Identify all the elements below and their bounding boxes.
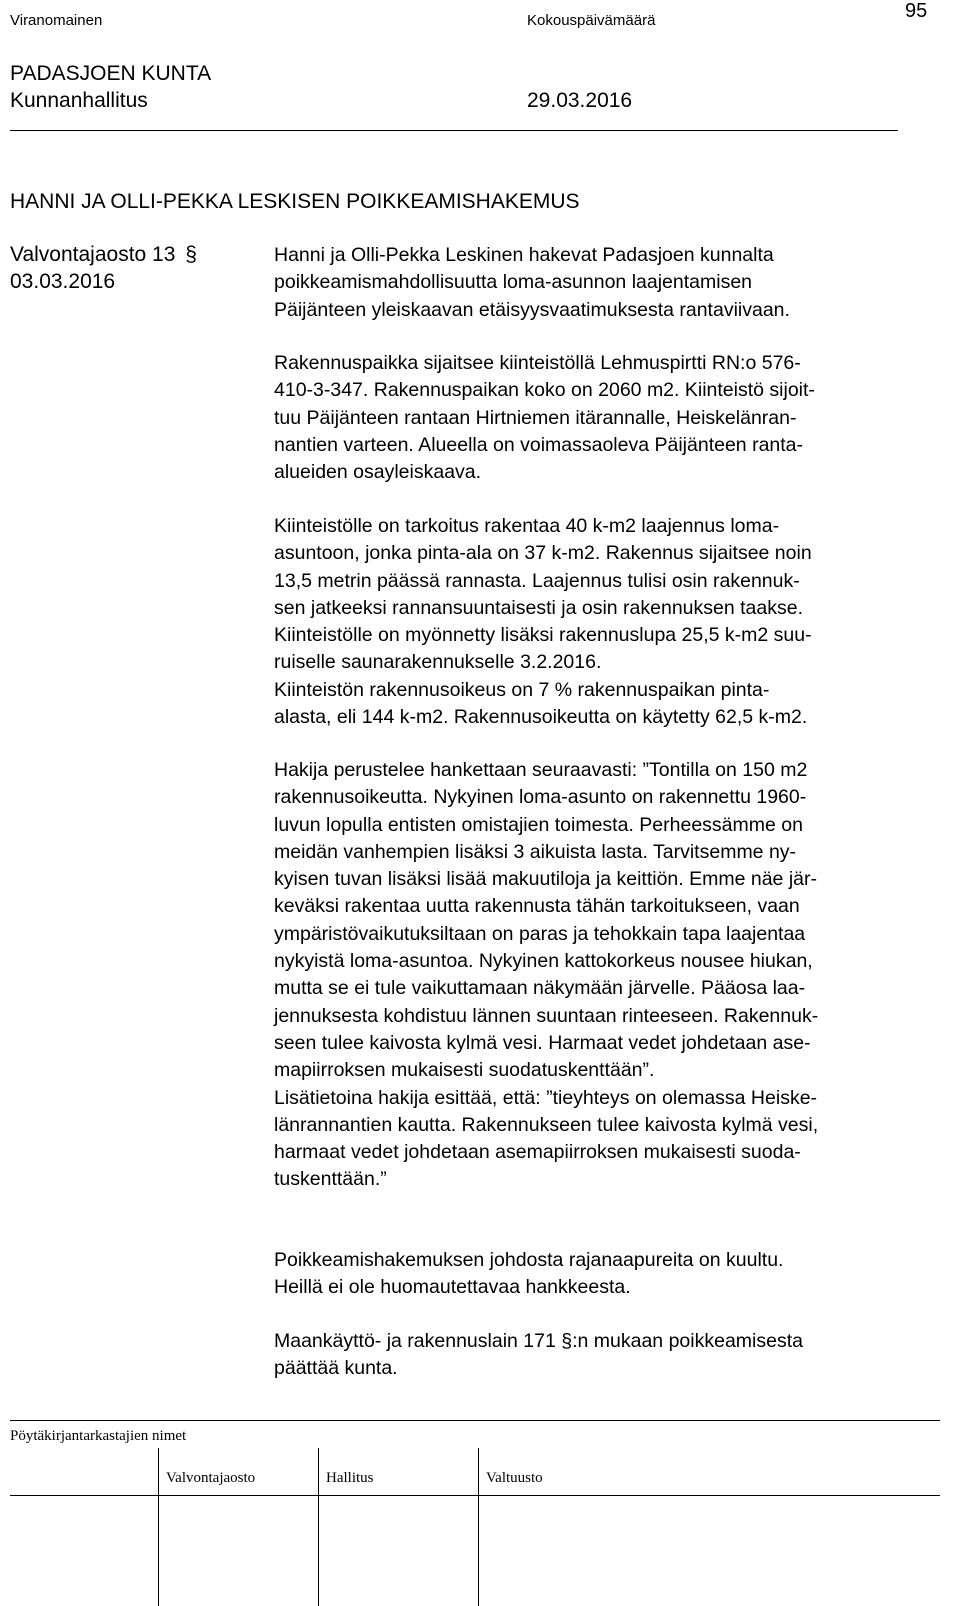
paragraph-line: 13,5 metrin päässä rannasta. Laajennus tulisi osin rakennuk- bbox=[274, 569, 800, 592]
paragraph-law-reference bbox=[274, 1328, 934, 1383]
paragraph-line: harmaat vedet johdetaan asemapiirroksen mukaisesti suoda- bbox=[274, 1141, 801, 1164]
section-sign: § bbox=[185, 243, 197, 266]
paragraph-line: asuntoon, jonka pinta-ala on 37 k-m2. Rakennus sijaitsee noin bbox=[274, 542, 812, 565]
paragraph-line: nantien varteen. Alueella on voimassaoleva Päijänteen ranta- bbox=[274, 433, 804, 456]
footer-column-divider bbox=[318, 1448, 319, 1606]
paragraph-line: Lisätietoina hakija esittää, että: ”tieyhteys on olemassa Heiske- bbox=[274, 1086, 818, 1109]
footer-rule-top bbox=[10, 1420, 940, 1421]
paragraph-application bbox=[274, 242, 934, 324]
authority-label: Viranomainen bbox=[10, 12, 103, 29]
section-reference bbox=[10, 243, 197, 267]
paragraph-line: tuskenttään.” bbox=[274, 1168, 387, 1191]
paragraph-line: sen jatkeeksi rannansuuntaisesti ja osin rakennuksen taakse. bbox=[274, 596, 803, 619]
paragraph-extension bbox=[274, 513, 934, 731]
paragraph-line: Rakennuspaikka sijaitsee kiinteistöllä Lehmuspirtti RN:o 576- bbox=[274, 352, 801, 374]
header-rule bbox=[10, 130, 898, 131]
paragraph-line: mapiirroksen mukaisesti suodatuskenttään”. bbox=[274, 1059, 655, 1082]
document-title: HANNI JA OLLI-PEKKA LESKISEN POIKKEAMISHAKEMUS bbox=[10, 190, 580, 213]
paragraph-line: Päijänteen yleiskaavan etäisyysvaatimuksesta rantaviivaan. bbox=[274, 298, 790, 321]
paragraph-line: luvun lopulla entisten omistajien toimesta. Perheessämme on bbox=[274, 813, 803, 836]
paragraph-justification bbox=[274, 757, 934, 1194]
body-name: Kunnanhallitus bbox=[10, 89, 148, 112]
paragraph-line: poikkeamismahdollisuutta loma-asunnon laajentamisen bbox=[274, 271, 753, 294]
paragraph-line: Hanni ja Olli-Pekka Leskinen hakevat Padasjoen kunnalta bbox=[274, 244, 774, 266]
paragraph-line: Hakija perustelee hankettaan seuraavasti: ”Tontilla on 150 m2 bbox=[274, 759, 808, 781]
reviewers-label: Pöytäkirjantarkastajien nimet bbox=[10, 1428, 187, 1444]
paragraph-line: Kiinteistölle on myönnetty lisäksi rakennuslupa 25,5 k-m2 suu- bbox=[274, 624, 812, 647]
footer-column-divider bbox=[478, 1448, 479, 1606]
meeting-date-label: Kokouspäivämäärä bbox=[527, 12, 656, 29]
paragraph-line: Maankäyttö- ja rakennuslain 171 §:n mukaan poikkeamisesta bbox=[274, 1330, 803, 1352]
paragraph-line: ympäristövaikutuksiltaan on paras ja tehokkain tapa laajentaa bbox=[274, 922, 806, 945]
paragraph-line: Kiinteistön rakennusoikeus on 7 % rakennuspaikan pinta- bbox=[274, 678, 770, 701]
paragraph-line: Kiinteistölle on tarkoitus rakentaa 40 k-m2 laajennus loma- bbox=[274, 515, 780, 537]
paragraph-line: alueiden osayleiskaava. bbox=[274, 461, 482, 484]
paragraph-neighbors bbox=[274, 1247, 934, 1302]
paragraph-line: Heillä ei ole huomautettavaa hankkeesta. bbox=[274, 1276, 631, 1299]
section-body: Valvontajaosto 13 bbox=[10, 243, 176, 266]
footer-column-valvontajaosto: Valvontajaosto bbox=[166, 1470, 256, 1486]
municipality-name: PADASJOEN KUNTA bbox=[10, 62, 212, 85]
paragraph-property bbox=[274, 350, 934, 486]
paragraph-line: 410-3-347. Rakennuspaikan koko on 2060 m2. Kiinteistö sijoit- bbox=[274, 379, 815, 402]
section-date: 03.03.2016 bbox=[10, 270, 116, 293]
paragraph-line: päättää kunta. bbox=[274, 1357, 398, 1380]
page-number: 95 bbox=[905, 0, 928, 22]
meeting-date: 29.03.2016 bbox=[527, 89, 633, 112]
paragraph-line: jennuksesta kohdistuu lännen suuntaan rinteeseen. Rakennuk- bbox=[274, 1004, 819, 1027]
paragraph-line: mutta se ei tule vaikuttamaan näkymään järvelle. Pääosa laa- bbox=[274, 977, 806, 1000]
footer-column-hallitus: Hallitus bbox=[326, 1470, 374, 1486]
paragraph-line: alasta, eli 144 k-m2. Rakennusoikeutta on käytetty 62,5 k-m2. bbox=[274, 706, 808, 729]
footer-column-divider bbox=[158, 1448, 159, 1606]
paragraph-line: nykyistä loma-asuntoa. Nykyinen kattokorkeus nousee hiukan, bbox=[274, 950, 813, 973]
paragraph-line: keväksi rakentaa uutta rakennusta tähän tarkoitukseen, vaan bbox=[274, 895, 800, 918]
paragraph-line: rakennusoikeutta. Nykyinen loma-asunto on rakennettu 1960- bbox=[274, 786, 807, 809]
paragraph-line: seen tulee kaivosta kylmä vesi. Harmaat vedet johdetaan ase- bbox=[274, 1031, 811, 1054]
footer-rule-bottom bbox=[10, 1495, 940, 1496]
paragraph-line: tuu Päijänteen rantaan Hirtniemen itärannalle, Heiskelänran- bbox=[274, 406, 797, 429]
footer-column-valtuusto: Valtuusto bbox=[486, 1470, 543, 1486]
paragraph-line: Poikkeamishakemuksen johdosta rajanaapureita on kuultu. bbox=[274, 1249, 784, 1271]
paragraph-line: ruiselle saunarakennukselle 3.2.2016. bbox=[274, 651, 602, 674]
paragraph-line: kyisen tuvan lisäksi lisää makuutiloja ja keittiön. Emme näe jär- bbox=[274, 868, 817, 891]
paragraph-line: meidän vanhempien lisäksi 3 aikuista lasta. Tarvitsemme ny- bbox=[274, 840, 797, 863]
paragraph-line: länrannantien kautta. Rakennukseen tulee kaivosta kylmä vesi, bbox=[274, 1113, 819, 1136]
